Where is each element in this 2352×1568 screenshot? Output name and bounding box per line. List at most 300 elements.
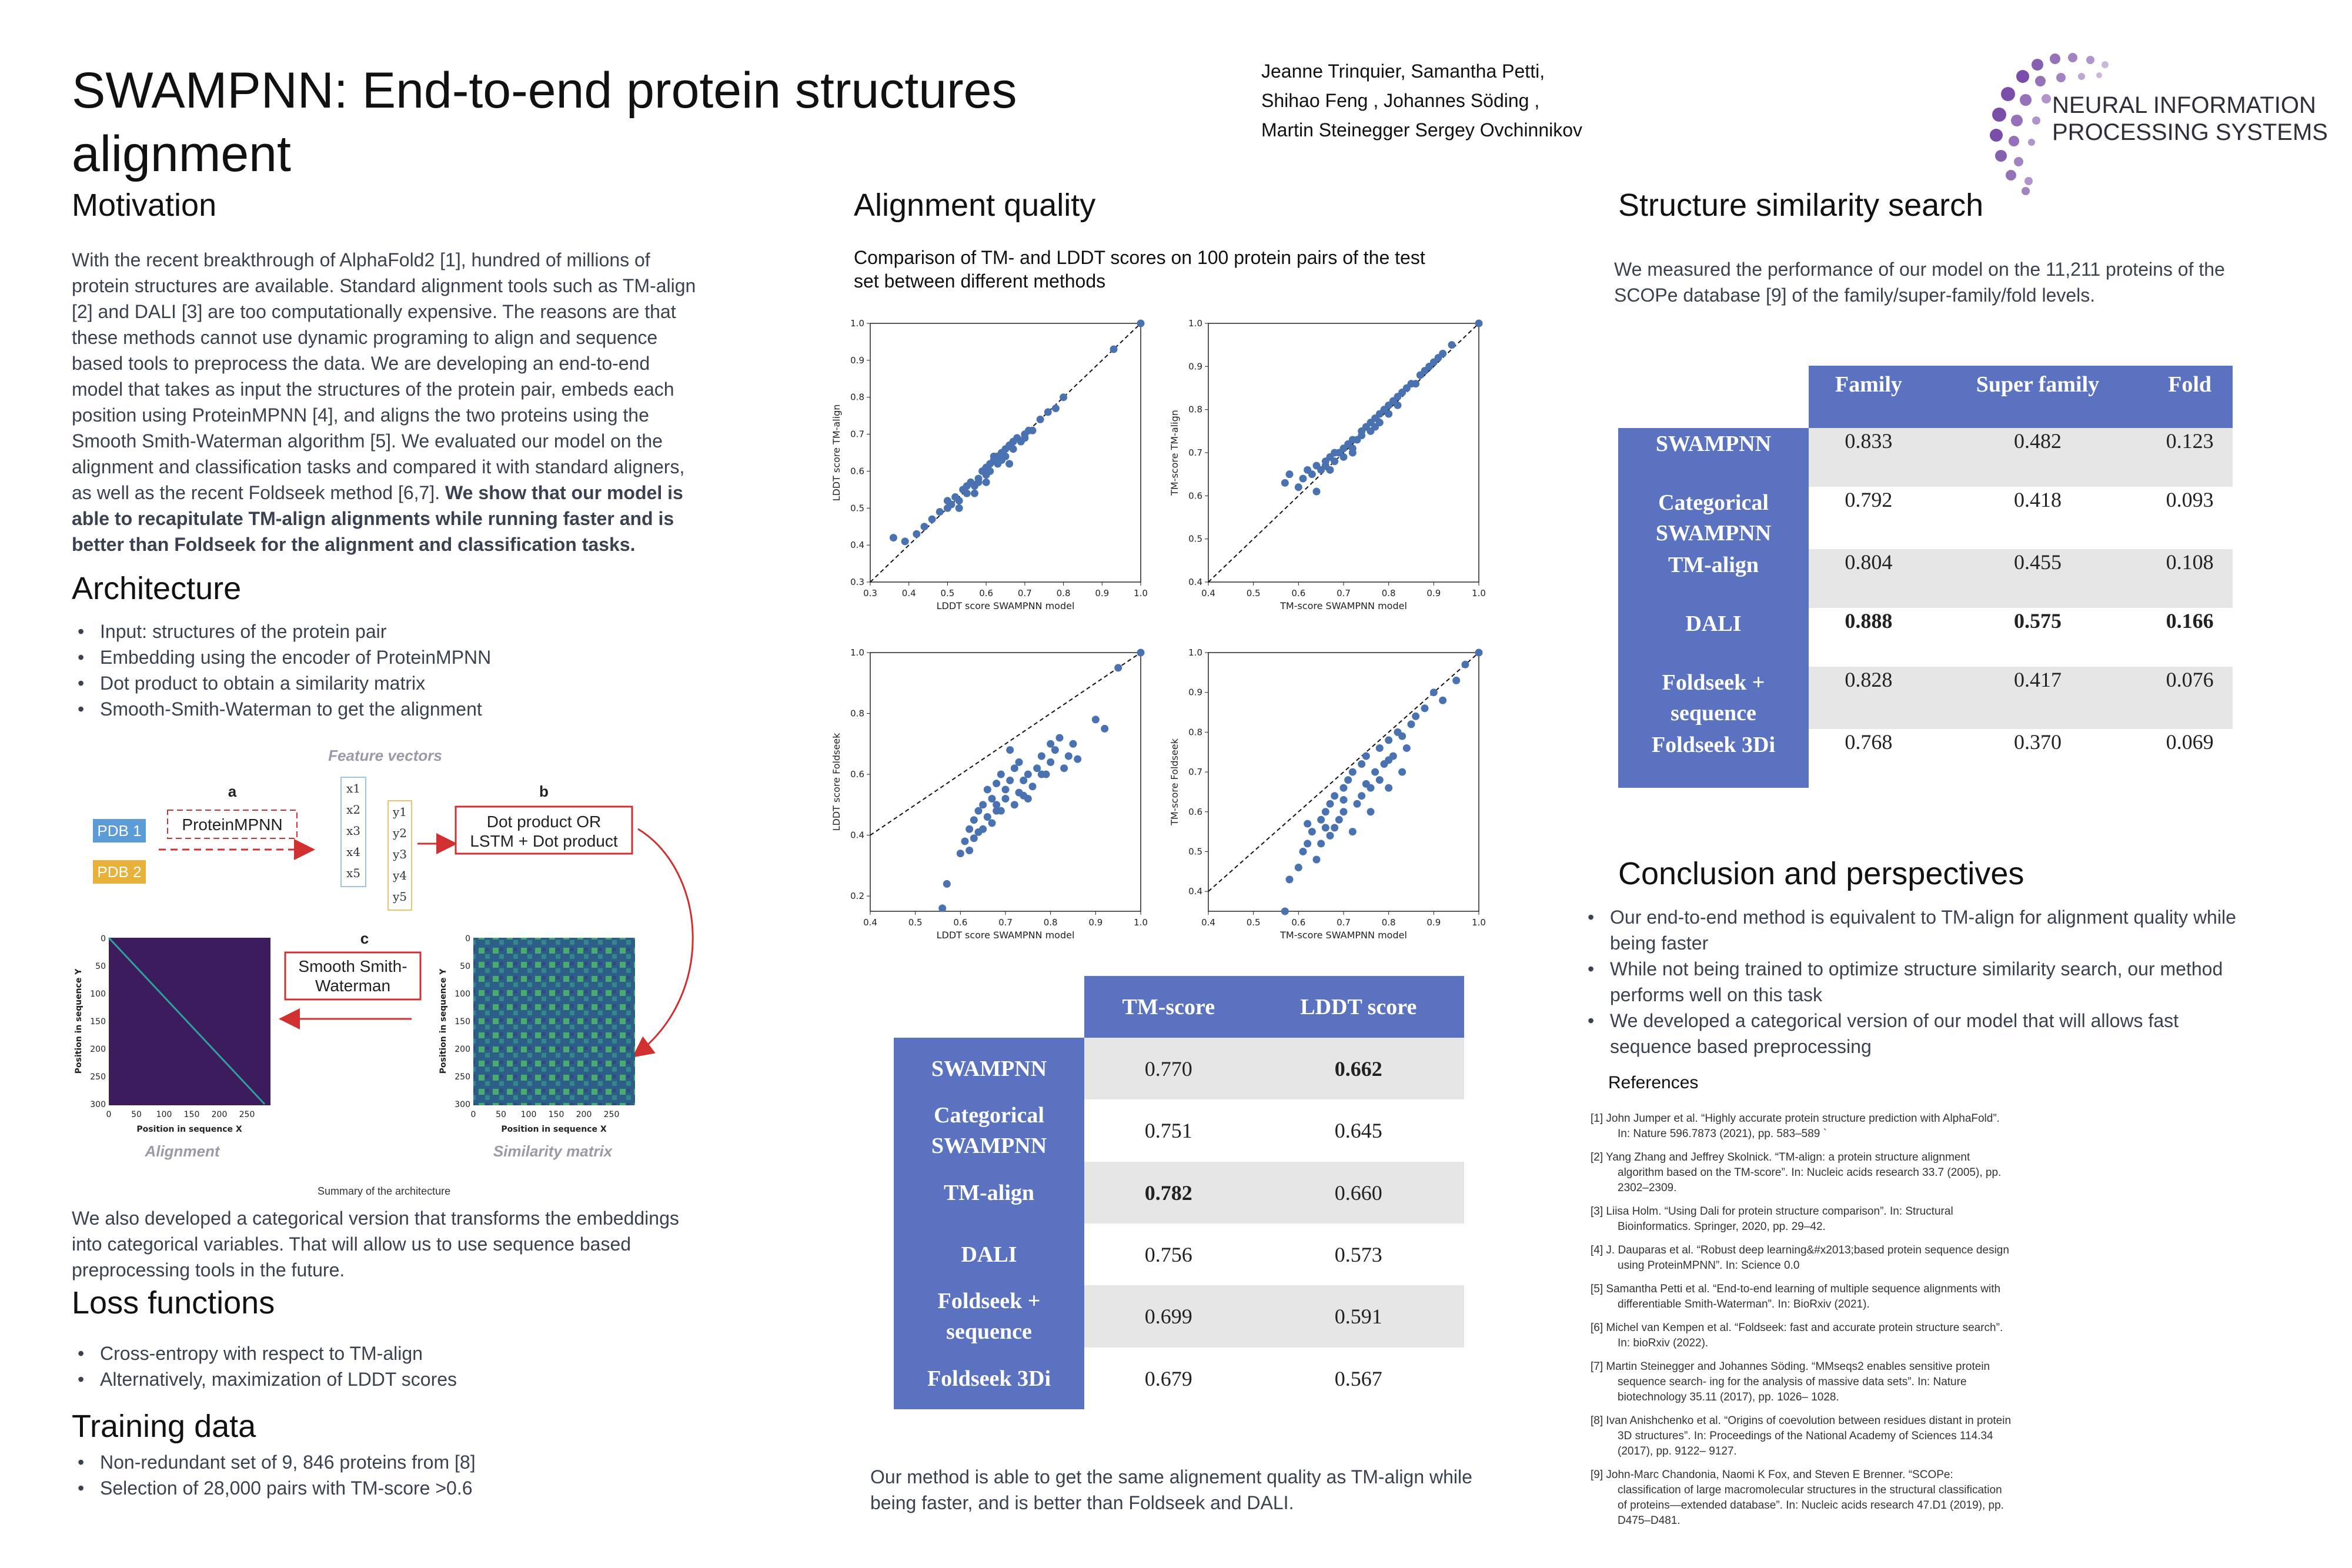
data-point: [1403, 744, 1411, 752]
table-row: [894, 1162, 1464, 1223]
data-point: [1327, 832, 1334, 840]
y-tick-label: 0.4: [850, 830, 864, 841]
table-cell: 0.069: [2166, 730, 2214, 754]
row-header: Categorical SWAMPNN: [1618, 487, 1809, 549]
table-cell: 0.770: [1084, 1038, 1253, 1099]
table-cell: 0.768: [1845, 730, 1893, 754]
scatter-plot-lddt-tmalign: [829, 312, 1158, 629]
similarity-caption: Similarity matrix: [493, 1142, 613, 1160]
tick-label: 200: [90, 1045, 106, 1054]
table-row: [1618, 549, 2233, 608]
motivation-highlight: We show that our model is able to recapitulate TM-align alignments while running faster and is better than Foldseek for the alignment and classification tasks.: [72, 482, 683, 555]
row-header: TM-align: [894, 1162, 1084, 1223]
column-header: Family: [1809, 366, 1929, 428]
y-tick-label: 0.6: [850, 466, 864, 477]
table-row: [894, 1038, 1464, 1099]
tick-label: 150: [455, 1017, 470, 1027]
data-point: [1020, 792, 1027, 800]
table-cell: 0.756: [1144, 1242, 1192, 1266]
x-tick-label: 0.4: [863, 917, 877, 928]
data-point: [1376, 776, 1384, 784]
data-point: [1006, 746, 1014, 754]
data-point: [1295, 864, 1302, 871]
data-point: [1340, 784, 1348, 792]
data-point: [1114, 664, 1122, 671]
data-point: [997, 771, 1005, 778]
y-tick-label: 1.0: [850, 647, 864, 658]
row-header: DALI: [1618, 608, 1809, 667]
table-cell: 0.567: [1334, 1366, 1382, 1390]
architecture-bullets: [72, 618, 717, 722]
x-axis-label: TM-score SWAMPNN model: [1280, 930, 1407, 941]
x-tick-label: 1.0: [1472, 588, 1486, 599]
data-point: [1344, 776, 1352, 784]
data-point: [1385, 784, 1392, 792]
data-point: [1362, 780, 1370, 788]
y-feature-vectors: [388, 801, 412, 910]
similarity-search-heading: Structure similarity search: [1618, 188, 1984, 223]
data-point: [975, 479, 983, 486]
y-tick-label: 0.8: [850, 392, 864, 403]
data-point: [1038, 753, 1045, 760]
data-point: [984, 813, 991, 821]
data-point: [1010, 445, 1017, 453]
y-vector-label: y3: [392, 847, 407, 861]
tick-label: 0: [465, 934, 470, 944]
data-point: [1358, 760, 1365, 768]
data-point: [970, 834, 978, 842]
list-item: • Alternatively, maximization of LDDT scores: [100, 1366, 717, 1392]
data-point: [983, 479, 990, 486]
table-cell: 0.166: [2166, 609, 2214, 633]
data-point: [1385, 410, 1392, 418]
y-vector-label: y2: [392, 826, 407, 840]
data-point: [984, 785, 991, 793]
data-point: [963, 490, 971, 497]
list-item: • While not being trained to optimize structure similarity search, our method performs well on this task: [1610, 956, 2251, 1008]
row-header: Foldseek + sequence: [1618, 667, 1809, 729]
data-point: [1412, 380, 1419, 387]
proteinmpnn-label: ProteinMPNN: [182, 815, 283, 834]
table-cell: 0.662: [1253, 1038, 1464, 1099]
table-cell: 0.417: [1929, 667, 2147, 729]
similarity-search-text: We measured the performance of our model on the 11,211 proteins of the SCOPe database [9] of the family/super-family/fold levels.: [1614, 259, 2225, 306]
column-header: Super family: [1929, 366, 2147, 428]
x-tick-label: 0.6: [1291, 917, 1306, 928]
smooth-sw-label: Smooth Smith-: [298, 957, 407, 975]
table-row: [1618, 729, 2233, 788]
y-tick-label: 0.8: [1188, 727, 1202, 738]
y-tick-label: 0.5: [850, 503, 864, 514]
y-axis-label: Position in sequence Y: [74, 968, 83, 1074]
data-point: [1308, 828, 1316, 835]
data-point: [1362, 753, 1370, 760]
table-cell: 0.660: [1253, 1162, 1464, 1223]
data-point: [1070, 740, 1077, 748]
data-point: [1029, 427, 1037, 434]
data-point: [938, 904, 946, 912]
alignment-caption: Alignment: [145, 1142, 220, 1160]
tick-label: 200: [455, 1045, 470, 1054]
data-point: [1021, 434, 1028, 442]
data-point: [1327, 800, 1334, 808]
data-point: [1011, 801, 1018, 808]
data-point: [928, 516, 936, 523]
data-point: [1340, 796, 1348, 804]
y-tick-label: 0.9: [1188, 361, 1202, 372]
x-tick-label: 0.7: [998, 917, 1013, 928]
data-point: [1052, 404, 1060, 412]
table-row: [894, 1348, 1464, 1409]
to-similarity-arrow: [635, 829, 693, 1055]
data-point: [1295, 483, 1302, 491]
reference-item: [1] John Jumper et al. “Highly accurate protein structure prediction with AlphaFold”. In: Nature 596.7873 (2021), pp. 583–589 `: [1591, 1112, 2000, 1140]
x-tick-label: 1.0: [1134, 917, 1148, 928]
x-tick-label: 0.9: [1426, 917, 1441, 928]
table-cell: 0.591: [1253, 1285, 1464, 1348]
data-point: [1317, 840, 1325, 847]
data-point: [1421, 704, 1429, 712]
neurips-logo: [1967, 41, 2331, 200]
x-tick-label: 0.8: [1381, 917, 1396, 928]
y-tick-label: 0.5: [1188, 846, 1202, 857]
data-point: [975, 807, 983, 815]
x-tick-label: 0.5: [1246, 588, 1261, 599]
list-item: • Input: structures of the protein pair: [100, 618, 717, 644]
data-point: [1385, 756, 1392, 764]
data-point: [1299, 475, 1307, 483]
data-point: [1286, 875, 1294, 883]
data-point: [993, 807, 1000, 815]
row-header: DALI: [894, 1223, 1084, 1285]
table-cell: 0.573: [1334, 1242, 1382, 1266]
data-point: [975, 828, 983, 836]
x-tick-label: 0.5: [1246, 917, 1261, 928]
scatter-plot-lddt-foldseek: [829, 641, 1158, 958]
x-axis-label: Position in sequence X: [501, 1125, 607, 1134]
x-vector-label: x5: [346, 866, 361, 880]
data-point: [1354, 800, 1361, 808]
table-cell: 0.792: [1845, 488, 1893, 511]
data-point: [1024, 771, 1032, 778]
table-row: [894, 1099, 1464, 1162]
data-point: [1358, 792, 1365, 800]
data-point: [1331, 457, 1338, 465]
data-point: [1137, 320, 1145, 327]
data-point: [1313, 856, 1321, 864]
row-header: SWAMPNN: [1618, 428, 1809, 487]
data-point: [1281, 908, 1289, 915]
author-line: Shihao Feng , Johannes Söding ,: [1261, 90, 1540, 111]
scatter-plot-tm-foldseek: [1167, 641, 1496, 958]
row-header: Foldseek 3Di: [894, 1348, 1084, 1409]
data-point: [1110, 346, 1118, 353]
x-tick-label: 1.0: [1134, 588, 1148, 599]
data-point: [1002, 795, 1010, 803]
data-point: [1047, 740, 1054, 748]
scatter-plot-tm-tmalign: [1167, 312, 1496, 629]
x-feature-vectors: [341, 777, 366, 887]
data-point: [1101, 725, 1108, 733]
data-point: [1033, 764, 1041, 772]
y-tick-label: 0.6: [1188, 490, 1202, 502]
x-tick-label: 0.8: [1043, 917, 1058, 928]
author-line: Martin Steinegger Sergey Ovchinnikov: [1261, 119, 1583, 141]
reference-item: [4] J. Dauparas et al. “Robust deep learning&#x2013;based protein sequence design using ProteinMPNN”. In: Science 0.0: [1591, 1244, 2009, 1272]
table-cell: 0.418: [2013, 488, 2062, 511]
y-tick-label: 0.7: [850, 429, 864, 440]
data-point: [936, 508, 944, 516]
data-point: [890, 534, 897, 541]
data-point: [1322, 808, 1329, 815]
data-point: [957, 850, 964, 857]
motivation-text: [72, 247, 701, 557]
y-tick-label: 0.8: [1188, 404, 1202, 415]
x-axis-label: LDDT score SWAMPNN model: [936, 600, 1075, 611]
table-corner: [894, 976, 1084, 1038]
data-point: [1037, 416, 1044, 423]
data-point: [1002, 785, 1010, 793]
tick-label: 0: [470, 1110, 476, 1119]
data-point: [961, 837, 969, 845]
motivation-body: With the recent breakthrough of AlphaFold2 [1], hundred of millions of protein structures are available. Standard alignment tools such as TM-align [2] and DALI [3] are too computationally expensive. The reasons are that these methods cannot use dynamic programing to align and sequence based tools to preprocess the data. We are developing an end-to-end model that takes as input the structures of the protein pair, embeds each position using ProteinMPNN [4], and aligns the two proteins using the Smooth Smith-Waterman algorithm [5]. We evaluated our model on the alignment and classification tasks and compared it with standard aligners, as well as the recent Foldseek method [6,7].: [72, 249, 696, 503]
neurips-logo-icon: [1967, 41, 2331, 200]
categorical-text: We also developed a categorical version that transforms the embeddings into categorical variables. That will allow us to use sequence based preprocessing tools in the future.: [72, 1208, 679, 1281]
data-point: [986, 467, 994, 475]
x-tick-label: 0.4: [1201, 588, 1215, 599]
data-point: [1331, 824, 1338, 831]
tick-label: 100: [455, 989, 470, 999]
y-axis-label: LDDT score Foldseek: [831, 733, 842, 831]
list-item: • Non-redundant set of 9, 846 proteins from [8]: [100, 1449, 717, 1475]
pdb1-label: PDB 1: [97, 822, 142, 840]
table-cell: 0.804: [1809, 549, 1929, 608]
data-point: [1005, 460, 1013, 467]
y-tick-label: 1.0: [1188, 318, 1202, 329]
y-axis-label: Position in sequence Y: [439, 968, 448, 1074]
data-point: [1056, 734, 1064, 741]
tick-label: 100: [520, 1110, 537, 1119]
x-tick-label: 0.8: [1381, 588, 1396, 599]
data-point: [1376, 744, 1384, 752]
y-vector-label: y5: [392, 890, 407, 904]
references-heading: References: [1608, 1073, 1699, 1092]
alignment-conclusion: Our method is able to get the same alignement quality as TM-align while being faster, and is better than Foldseek and DALI.: [870, 1466, 1472, 1513]
data-point: [988, 819, 996, 827]
column-header: TM-score: [1084, 976, 1253, 1038]
smooth-sw-label: Waterman: [315, 977, 391, 995]
data-point: [1408, 720, 1415, 728]
y-tick-label: 0.6: [1188, 806, 1202, 817]
tick-label: 50: [131, 1110, 142, 1119]
reference-item: [3] Liisa Holm. “Using Dali for protein structure comparison”. In: Structural Bioinformatics. Springer, 2020, pp. 29–42.: [1591, 1205, 1953, 1233]
y-tick-label: 1.0: [850, 318, 864, 329]
table-cell: 0.645: [1334, 1119, 1382, 1142]
table-cell: 0.370: [2013, 730, 2062, 754]
data-point: [1439, 697, 1446, 704]
table-cell: 0.751: [1144, 1119, 1192, 1142]
step-b-label: b: [539, 783, 549, 800]
data-point: [1340, 808, 1348, 815]
data-point: [1006, 777, 1014, 784]
x-tick-label: 0.8: [1056, 588, 1071, 599]
row-header: TM-align: [1618, 549, 1809, 608]
author-line: Jeanne Trinquier, Samantha Petti,: [1261, 61, 1545, 82]
y-tick-label: 0.5: [1188, 533, 1202, 544]
table-row: [1618, 428, 2233, 487]
data-point: [1304, 820, 1311, 828]
data-point: [1308, 470, 1316, 478]
list-item: • Dot product to obtain a similarity matrix: [100, 670, 717, 696]
table-cell: 0.575: [2013, 609, 2062, 633]
conclusion-heading: Conclusion and perspectives: [1618, 856, 2024, 891]
data-point: [1331, 792, 1338, 800]
table-cell: 0.828: [1809, 667, 1929, 729]
data-point: [1475, 320, 1483, 327]
y-tick-label: 0.3: [850, 577, 864, 587]
data-point: [1065, 753, 1073, 760]
data-point: [1398, 733, 1406, 740]
data-point: [1340, 453, 1348, 461]
plot-frame: [1208, 653, 1479, 911]
table-row: [1618, 608, 2233, 667]
x-tick-label: 0.4: [1201, 917, 1215, 928]
row-header: SWAMPNN: [894, 1038, 1084, 1099]
tick-label: 300: [455, 1100, 470, 1109]
tick-label: 50: [95, 962, 106, 971]
table-row: [1618, 667, 2233, 729]
data-point: [1092, 716, 1100, 723]
table-cell: 0.699: [1084, 1285, 1253, 1348]
architecture-heading: Architecture: [72, 571, 242, 606]
list-item: • Cross-entropy with respect to TM-align: [100, 1340, 717, 1366]
data-point: [1281, 479, 1289, 487]
logo-line-2: PROCESSING SYSTEMS: [2052, 119, 2328, 145]
x-tick-label: 0.6: [979, 588, 994, 599]
list-item: • We developed a categorical version of our model that will allows fast sequence based preprocessing: [1610, 1008, 2251, 1059]
y-vector-label: y4: [392, 868, 407, 882]
y-tick-label: 0.9: [1188, 687, 1202, 698]
data-point: [993, 780, 1000, 787]
poster-title: SWAMPNN: End-to-end protein structures alignment: [72, 62, 1017, 182]
step-c-label: c: [360, 930, 369, 947]
data-point: [1317, 816, 1325, 824]
x-tick-label: 0.5: [940, 588, 955, 599]
motivation-heading: Motivation: [72, 188, 217, 223]
tick-label: 100: [90, 989, 106, 999]
table-cell: 0.093: [2166, 488, 2214, 511]
y-tick-label: 0.6: [850, 769, 864, 780]
logo-line-1: NEURAL INFORMATION: [2052, 92, 2316, 118]
data-point: [943, 880, 951, 888]
loss-bullets: [72, 1340, 717, 1392]
data-point: [1286, 470, 1294, 478]
data-point: [988, 795, 996, 803]
y-tick-label: 0.2: [850, 891, 864, 902]
x-axis-label: Position in sequence X: [136, 1125, 242, 1134]
data-point: [1439, 350, 1446, 357]
data-point: [1313, 488, 1321, 496]
data-point: [965, 847, 973, 854]
authors: [1261, 56, 1614, 145]
y-tick-label: 0.9: [850, 355, 864, 366]
column-header: LDDT score: [1253, 976, 1464, 1038]
alignment-quality-subtitle: Comparison of TM- and LDDT scores on 100 protein pairs of the test set between different methods: [854, 247, 1425, 292]
data-point: [965, 825, 973, 833]
tick-label: 150: [183, 1110, 200, 1119]
data-point: [1462, 661, 1469, 668]
data-point: [913, 530, 920, 538]
y-tick-label: 0.7: [1188, 447, 1202, 458]
training-heading: Training data: [72, 1409, 256, 1444]
data-point: [1412, 713, 1419, 720]
list-item: • Embedding using the encoder of ProteinMPNN: [100, 644, 717, 670]
data-point: [1349, 828, 1357, 835]
data-point: [1047, 758, 1054, 766]
reference-item: [9] John-Marc Chandonia, Naomi K Fox, and Steven E Brenner. “SCOPe: classification of large macromolecular structures in the structural classification of proteins—extended database”. In: Nucleic acids research 47.D1 (2019), pp. D475–D481.: [1591, 1469, 2004, 1527]
data-point: [1371, 423, 1379, 431]
data-point: [1038, 771, 1045, 778]
y-tick-label: 0.4: [1188, 577, 1202, 587]
table-cell: 0.108: [2147, 549, 2233, 608]
data-point: [1299, 848, 1307, 855]
tick-label: 100: [156, 1110, 172, 1119]
data-point: [1398, 768, 1406, 776]
reference-item: [2] Yang Zhang and Jeffrey Skolnick. “TM-align: a protein structure alignment algorithm based on the TM-score”. In: Nucleic acids research 33.7 (2005), pp. 2302–2309.: [1591, 1151, 2002, 1194]
tick-label: 300: [90, 1100, 106, 1109]
x-vector-label: x3: [346, 824, 361, 838]
y-axis-label: TM-score Foldseek: [1169, 738, 1180, 825]
x-tick-label: 0.7: [1017, 588, 1032, 599]
data-point: [1394, 402, 1402, 409]
x-tick-label: 0.7: [1337, 917, 1351, 928]
table-row: [894, 1223, 1464, 1285]
data-point: [1385, 736, 1392, 744]
tick-label: 250: [455, 1072, 470, 1082]
table-cell: 0.888: [1845, 609, 1893, 633]
y-vector-label: y1: [392, 805, 407, 819]
y-tick-label: 0.7: [1188, 767, 1202, 778]
architecture-diagram: [74, 735, 717, 1182]
x-tick-label: 0.9: [1095, 588, 1110, 599]
data-point: [1430, 688, 1438, 696]
data-point: [1475, 649, 1483, 657]
tick-label: 200: [211, 1110, 228, 1119]
x-tick-label: 0.6: [1291, 588, 1306, 599]
data-point: [1029, 783, 1037, 790]
column-header: Fold: [2147, 366, 2233, 428]
reference-item: [6] Michel van Kempen et al. “Foldseek: fast and accurate protein structure search”. In: bioRxiv (2022).: [1591, 1322, 2003, 1349]
tick-label: 250: [90, 1072, 106, 1082]
list-item: • Smooth-Smith-Waterman to get the alignment: [100, 696, 717, 722]
y-axis-label: LDDT score TM-align: [831, 404, 842, 502]
training-bullets: [72, 1449, 717, 1501]
data-point: [1349, 768, 1357, 776]
data-point: [979, 801, 987, 808]
row-header: Categorical SWAMPNN: [894, 1099, 1084, 1162]
x-tick-label: 0.3: [863, 588, 877, 599]
x-axis-label: LDDT score SWAMPNN model: [936, 930, 1075, 941]
conclusion-bullets: [1582, 904, 2251, 1059]
references-list: [1591, 1111, 2014, 1537]
x-tick-label: 1.0: [1472, 917, 1486, 928]
similarity-search-table: [1618, 366, 2233, 788]
y-axis-label: TM-score TM-align: [1169, 410, 1180, 496]
data-point: [1452, 677, 1460, 684]
y-tick-label: 0.4: [850, 540, 864, 551]
step-a-label: a: [228, 783, 237, 800]
data-point: [1002, 453, 1010, 460]
